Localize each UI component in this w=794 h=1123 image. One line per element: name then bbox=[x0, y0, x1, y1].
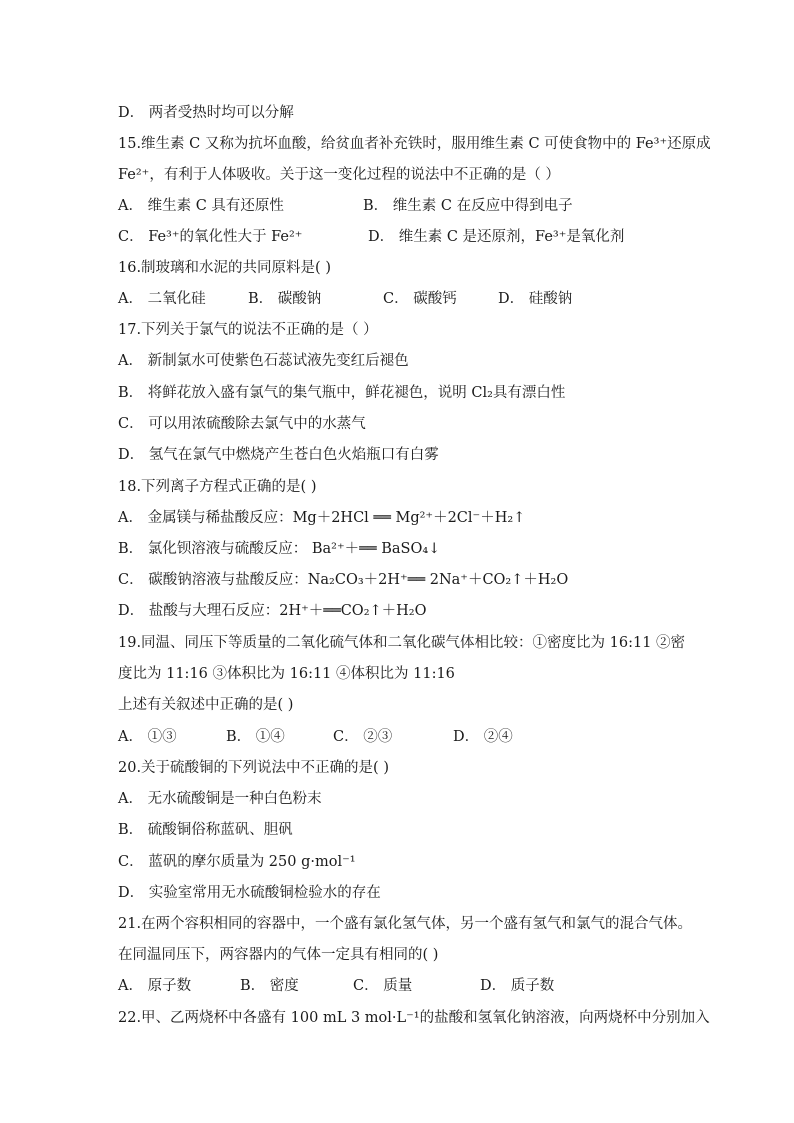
text-line: D． 两者受热时均可以分解 bbox=[118, 105, 294, 121]
q15-stem-line-2 bbox=[118, 165, 560, 185]
q17-option-b bbox=[118, 383, 565, 403]
q21-option-c: C． 质量 bbox=[353, 978, 413, 994]
text-line: C． 可以用浓硫酸除去氯气中的水蒸气 bbox=[118, 416, 366, 432]
text-line: 在同温同压下，两容器内的气体一定具有相同的( ) bbox=[118, 947, 439, 963]
q16-options bbox=[118, 289, 678, 309]
q21-stem-line-2 bbox=[118, 945, 438, 965]
q21-options bbox=[118, 976, 678, 996]
text-line: B． 氯化钡溶液与硫酸反应： Ba²⁺＋══ BaSO₄↓ bbox=[118, 541, 441, 557]
text-line: D． 氢气在氯气中燃烧产生苍白色火焰瓶口有白雾 bbox=[118, 447, 439, 463]
q20-option-a bbox=[118, 789, 322, 809]
q21-option-b: B． 密度 bbox=[240, 978, 299, 994]
q19-options bbox=[118, 727, 678, 747]
text-line: A． 金属镁与稀盐酸反应：Mg＋2HCl ══ Mg²⁺＋2Cl⁻＋H₂↑ bbox=[118, 510, 526, 526]
text-line: 19.同温、同压下等质量的二氧化硫气体和二氧化碳气体相比较：①密度比为 16:11 ②密 bbox=[118, 635, 686, 651]
text-line: 17.下列关于氯气的说法不正确的是（ ） bbox=[118, 322, 378, 338]
q15-options-ab bbox=[118, 196, 678, 216]
q19-option-b: B． ①④ bbox=[226, 729, 285, 745]
text-line: 上述有关叙述中正确的是( ) bbox=[118, 697, 294, 713]
q21-option-a: A． 原子数 bbox=[118, 978, 192, 994]
text-line: 21.在两个容积相同的容器中，一个盛有氯化氢气体，另一个盛有氢气和氯气的混合气体。 bbox=[118, 916, 693, 932]
text-line: C． 蓝矾的摩尔质量为 250 g·mol⁻¹ bbox=[118, 854, 356, 870]
q19-option-d: D． ②④ bbox=[453, 729, 513, 745]
q19-stem-line-3 bbox=[118, 695, 293, 715]
q20-stem bbox=[118, 758, 389, 778]
q16-option-c: C． 碳酸钙 bbox=[383, 291, 457, 307]
q20-option-b bbox=[118, 820, 293, 840]
q22-stem-line-1 bbox=[118, 1008, 710, 1028]
q18-stem bbox=[118, 477, 316, 497]
q17-option-d bbox=[118, 445, 439, 465]
q20-option-d bbox=[118, 883, 381, 903]
q19-stem-line-1 bbox=[118, 633, 685, 653]
text-line: 22.甲、乙两烧杯中各盛有 100 mL 3 mol·L⁻¹的盐酸和氢氧化钠溶液，向两烧杯中分别加入 bbox=[118, 1010, 710, 1026]
q15-option-c: C． Fe³⁺的氧化性大于 Fe²⁺ bbox=[118, 229, 303, 245]
q16-option-b: B． 碳酸钠 bbox=[248, 291, 322, 307]
text-line: 度比为 11:16 ③体积比为 16:11 ④体积比为 11:16 bbox=[118, 666, 455, 682]
text-line: A． 无水硫酸铜是一种白色粉末 bbox=[118, 791, 322, 807]
q21-stem-line-1 bbox=[118, 914, 692, 934]
q17-stem bbox=[118, 320, 378, 340]
q19-option-c: C． ②③ bbox=[333, 729, 393, 745]
text-line: A． 新制氯水可使紫色石蕊试液先变红后褪色 bbox=[118, 353, 409, 369]
q15-option-d: D． 维生素 C 是还原剂，Fe³⁺是氧化剂 bbox=[368, 229, 625, 245]
text-line: 16.制玻璃和水泥的共同原料是( ) bbox=[118, 260, 331, 276]
text-line: 18.下列离子方程式正确的是( ) bbox=[118, 479, 317, 495]
text-line: 20.关于硫酸铜的下列说法中不正确的是( ) bbox=[118, 760, 389, 776]
q18-option-c bbox=[118, 570, 568, 590]
q18-option-d bbox=[118, 601, 427, 621]
q15-option-b: B． 维生素 C 在反应中得到电子 bbox=[363, 198, 573, 214]
text-line: 15.维生素 C 又称为抗坏血酸，给贫血者补充铁时，服用维生素 C 可使食物中的 Fe³⁺还原成 bbox=[118, 136, 711, 152]
q15-option-a: A． 维生素 C 具有还原性 bbox=[118, 198, 284, 214]
q19-stem-line-2 bbox=[118, 664, 455, 684]
q21-option-d: D． 质子数 bbox=[480, 978, 555, 994]
q18-option-b bbox=[118, 539, 440, 559]
text-line: D． 盐酸与大理石反应：2H⁺＋══CO₂↑＋H₂O bbox=[118, 603, 427, 619]
q17-option-a bbox=[118, 351, 409, 371]
q16-option-a: A． 二氧化硅 bbox=[118, 291, 206, 307]
q14-option-d bbox=[118, 103, 294, 123]
text-line: B． 硫酸铜俗称蓝矾、胆矾 bbox=[118, 822, 293, 838]
q17-option-c bbox=[118, 414, 366, 434]
text-line: B． 将鲜花放入盛有氯气的集气瓶中，鲜花褪色，说明 Cl₂具有漂白性 bbox=[118, 385, 566, 401]
q16-option-d: D． 硅酸钠 bbox=[498, 291, 573, 307]
text-line: C． 碳酸钠溶液与盐酸反应：Na₂CO₃＋2H⁺══ 2Na⁺＋CO₂↑＋H₂O bbox=[118, 572, 569, 588]
q15-stem-line-1 bbox=[118, 134, 711, 154]
q16-stem bbox=[118, 258, 331, 278]
text-line: Fe²⁺，有利于人体吸收。关于这一变化过程的说法中不正确的是（ ） bbox=[118, 167, 560, 183]
q19-option-a: A． ①③ bbox=[118, 729, 177, 745]
text-line: D． 实验室常用无水硫酸铜检验水的存在 bbox=[118, 885, 381, 901]
q18-option-a bbox=[118, 508, 525, 528]
q15-options-cd bbox=[118, 227, 678, 247]
q20-option-c bbox=[118, 852, 356, 872]
